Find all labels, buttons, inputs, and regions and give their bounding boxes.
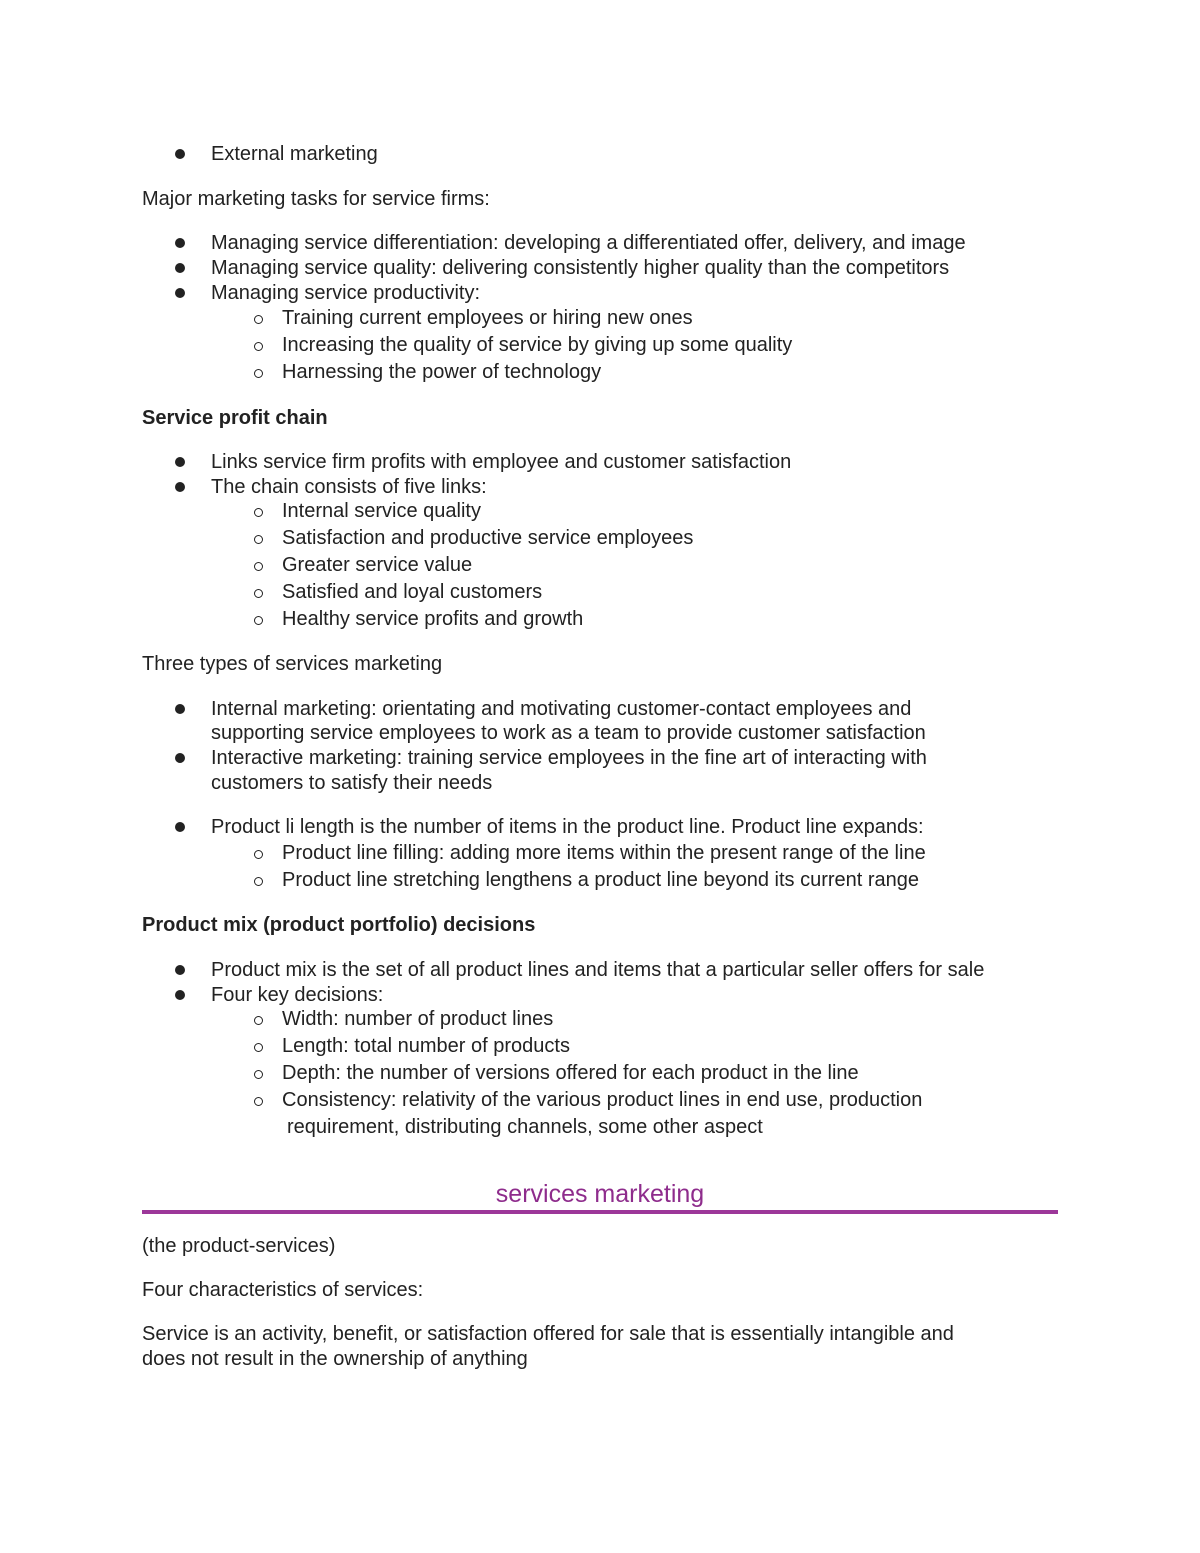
sub-list-item: Consistency: relativity of the various product lines in end use, production bbox=[282, 1089, 923, 1111]
filled-bullet-icon bbox=[175, 482, 185, 492]
hollow-circle-bullet-icon bbox=[254, 1016, 263, 1025]
sub-list-item-continuation: requirement, distributing channels, some other aspect bbox=[287, 1116, 763, 1138]
filled-bullet-icon bbox=[175, 263, 185, 273]
hollow-circle-bullet-icon bbox=[254, 1070, 263, 1079]
paragraph: Service is an activity, benefit, or satisfaction offered for sale that is essentially intangible and bbox=[142, 1323, 954, 1345]
hollow-circle-bullet-icon bbox=[254, 616, 263, 625]
list-item: Product mix is the set of all product lines and items that a particular seller offers for sale bbox=[211, 959, 985, 981]
hollow-circle-bullet-icon bbox=[254, 369, 263, 378]
hollow-circle-bullet-icon bbox=[254, 1043, 263, 1052]
filled-bullet-icon bbox=[175, 990, 185, 1000]
filled-bullet-icon bbox=[175, 288, 185, 298]
list-item: Managing service differentiation: developing a differentiated offer, delivery, and image bbox=[211, 232, 966, 254]
paragraph: Three types of services marketing bbox=[142, 653, 443, 675]
sub-list-item: Internal service quality bbox=[282, 500, 481, 522]
filled-bullet-icon bbox=[175, 753, 185, 763]
sub-list-item: Depth: the number of versions offered for each product in the line bbox=[282, 1062, 859, 1084]
hollow-circle-bullet-icon bbox=[254, 342, 263, 351]
paragraph: Major marketing tasks for service firms: bbox=[142, 188, 490, 210]
list-item: Interactive marketing: training service employees in the fine art of interacting with bbox=[211, 747, 927, 769]
hollow-circle-bullet-icon bbox=[254, 1097, 263, 1106]
list-item: External marketing bbox=[211, 143, 378, 165]
list-item: Product li length is the number of items in the product line. Product line expands: bbox=[211, 816, 924, 838]
paragraph: (the product-services) bbox=[142, 1235, 336, 1257]
filled-bullet-icon bbox=[175, 238, 185, 248]
hollow-circle-bullet-icon bbox=[254, 508, 263, 517]
sub-list-item: Harnessing the power of technology bbox=[282, 361, 602, 383]
sub-list-item: Training current employees or hiring new ones bbox=[282, 307, 693, 329]
sub-list-item: Increasing the quality of service by giving up some quality bbox=[282, 334, 793, 356]
hollow-circle-bullet-icon bbox=[254, 562, 263, 571]
filled-bullet-icon bbox=[175, 149, 185, 159]
paragraph: Four characteristics of services: bbox=[142, 1279, 424, 1301]
hollow-circle-bullet-icon bbox=[254, 535, 263, 544]
section-heading: services marketing bbox=[495, 1180, 705, 1208]
list-item: The chain consists of five links: bbox=[211, 476, 487, 498]
list-item-continuation: supporting service employees to work as a team to provide customer satisfaction bbox=[211, 722, 926, 744]
list-item: Four key decisions: bbox=[211, 984, 384, 1006]
sub-list-item: Greater service value bbox=[282, 554, 473, 576]
hollow-circle-bullet-icon bbox=[254, 589, 263, 598]
hollow-circle-bullet-icon bbox=[254, 850, 263, 859]
filled-bullet-icon bbox=[175, 822, 185, 832]
sub-list-item: Product line filling: adding more items within the present range of the line bbox=[282, 842, 926, 864]
list-item: Managing service quality: delivering consistently higher quality than the competitors bbox=[211, 257, 950, 279]
list-item-continuation: customers to satisfy their needs bbox=[211, 772, 493, 794]
sub-list-item: Satisfied and loyal customers bbox=[282, 581, 543, 603]
filled-bullet-icon bbox=[175, 457, 185, 467]
list-item: Internal marketing: orientating and motivating customer-contact employees and bbox=[211, 698, 912, 720]
section-title: Product mix (product portfolio) decisions bbox=[142, 914, 536, 936]
sub-list-item: Satisfaction and productive service employees bbox=[282, 527, 694, 549]
heading-underline bbox=[142, 1210, 1058, 1214]
filled-bullet-icon bbox=[175, 965, 185, 975]
list-item: Managing service productivity: bbox=[211, 282, 481, 304]
list-item: Links service firm profits with employee and customer satisfaction bbox=[211, 451, 792, 473]
paragraph-continuation: does not result in the ownership of anything bbox=[142, 1348, 528, 1370]
sub-list-item: Width: number of product lines bbox=[282, 1008, 554, 1030]
hollow-circle-bullet-icon bbox=[254, 315, 263, 324]
filled-bullet-icon bbox=[175, 704, 185, 714]
sub-list-item: Length: total number of products bbox=[282, 1035, 570, 1057]
hollow-circle-bullet-icon bbox=[254, 877, 263, 886]
sub-list-item: Product line stretching lengthens a product line beyond its current range bbox=[282, 869, 920, 891]
sub-list-item: Healthy service profits and growth bbox=[282, 608, 584, 630]
section-title: Service profit chain bbox=[142, 407, 328, 429]
